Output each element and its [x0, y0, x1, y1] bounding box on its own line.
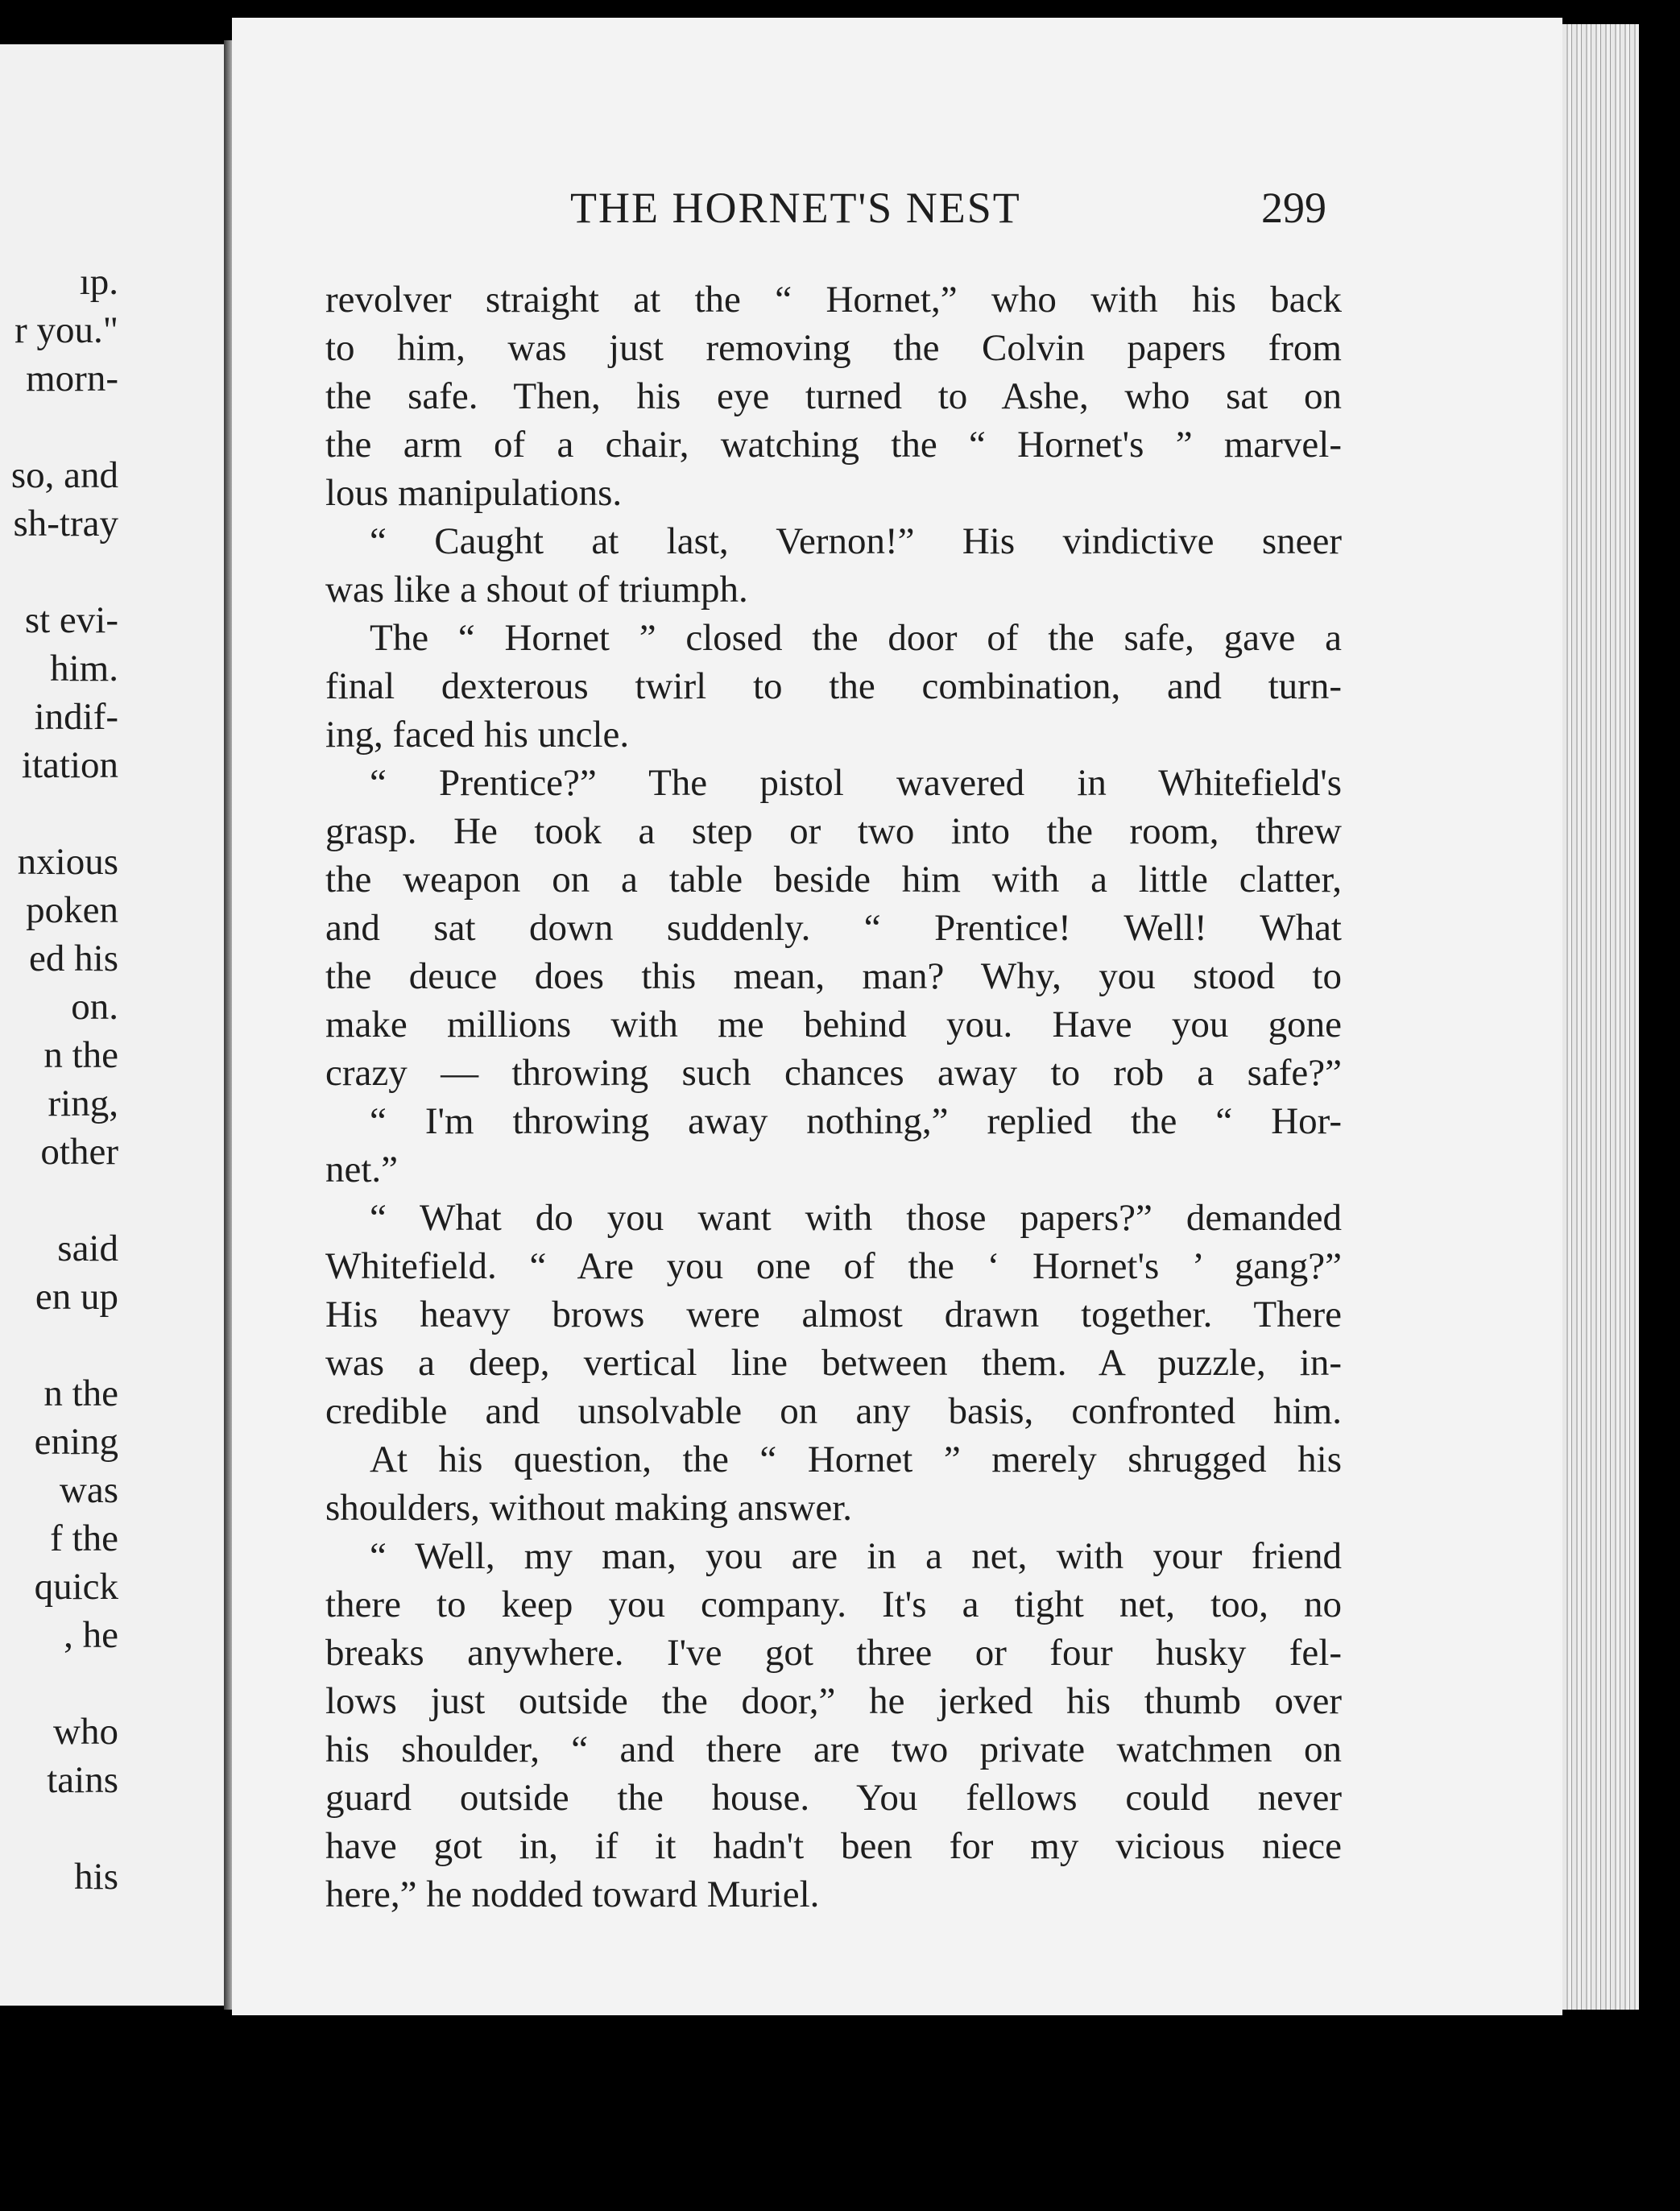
previous-page-line-fragment: so, and: [10, 454, 118, 496]
page-number: 299: [1261, 184, 1326, 232]
previous-page-line-fragment: his: [74, 1856, 118, 1898]
previous-page-line-fragment: en up: [35, 1276, 118, 1318]
text-line: the arm of a chair, watching the “ Hornet's ” marvel-: [325, 424, 1342, 466]
previous-page-line-fragment: said: [57, 1228, 118, 1269]
running-title: THE HORNET'S NEST: [570, 184, 1021, 232]
previous-page-line-fragment: who: [53, 1711, 118, 1753]
text-line: crazy — throwing such chances away to rob a safe?”: [325, 1052, 1342, 1094]
previous-page-line-fragment: on.: [71, 986, 118, 1028]
page-edges: [1562, 24, 1639, 2010]
text-line: was like a shout of triumph.: [325, 569, 748, 611]
previous-page-line-fragment: st evi-: [24, 599, 118, 641]
text-line: The “ Hornet ” closed the door of the safe, gave a: [370, 617, 1342, 659]
previous-page-line-fragment: morn-: [26, 358, 118, 400]
body-text: [325, 275, 1342, 1919]
text-line: revolver straight at the “ Hornet,” who with his back: [325, 279, 1342, 321]
text-line: His heavy brows were almost drawn together. There: [325, 1294, 1342, 1335]
text-line: guard outside the house. You fellows could never: [325, 1777, 1342, 1819]
previous-page-line-fragment: r you.": [14, 309, 118, 351]
text-line: and sat down suddenly. “ Prentice! Well! What: [325, 907, 1342, 949]
text-line: to him, was just removing the Colvin papers from: [325, 327, 1342, 369]
previous-page-line-fragment: indif-: [34, 696, 118, 738]
text-line: there to keep you company. It's a tight net, too, no: [325, 1584, 1342, 1625]
previous-page-line-fragment: tains: [47, 1759, 118, 1801]
previous-page-line-fragment: , he: [64, 1614, 118, 1656]
previous-page-line-fragment: sh-tray: [13, 503, 118, 544]
previous-page-line-fragment: other: [40, 1131, 118, 1173]
previous-page-line-fragment: him.: [50, 648, 118, 689]
page-header: [232, 183, 1562, 231]
text-line: here,” he nodded toward Muriel.: [325, 1874, 820, 1915]
previous-page-line-fragment: ıp.: [79, 261, 118, 303]
previous-page-line-fragment: poken: [26, 889, 118, 931]
text-line: “ What do you want with those papers?” demanded: [370, 1197, 1342, 1239]
text-line: the safe. Then, his eye turned to Ashe, who sat on: [325, 375, 1342, 417]
text-line: At his question, the “ Hornet ” merely shrugged his: [370, 1439, 1342, 1480]
text-line: “ I'm throwing away nothing,” replied the “ Hor-: [370, 1100, 1342, 1142]
text-line: lows just outside the door,” he jerked his thumb over: [325, 1680, 1342, 1722]
text-line: the deuce does this mean, man? Why, you stood to: [325, 955, 1342, 997]
previous-page-line-fragment: f the: [50, 1517, 118, 1559]
previous-page-line-fragment: n the: [43, 1373, 118, 1414]
previous-page-line-fragment: itation: [21, 744, 118, 786]
previous-page-line-fragment: ed his: [29, 938, 118, 979]
text-line: “ Prentice?” The pistol wavered in Whitefield's: [370, 762, 1342, 804]
previous-page-line-fragment: nxious: [17, 841, 118, 883]
text-line: lous manipulations.: [325, 472, 623, 514]
text-line: “ Well, my man, you are in a net, with your friend: [370, 1535, 1342, 1577]
text-line: shoulders, without making answer.: [325, 1487, 853, 1529]
text-line: final dexterous twirl to the combination, and turn-: [325, 665, 1342, 707]
text-line: ing, faced his uncle.: [325, 714, 630, 756]
previous-page-line-fragment: quick: [34, 1566, 118, 1608]
text-line: the weapon on a table beside him with a little clatter,: [325, 859, 1342, 901]
book-page: [232, 18, 1562, 2015]
text-line: breaks anywhere. I've got three or four husky fel-: [325, 1632, 1342, 1674]
text-line: was a deep, vertical line between them. A puzzle, in-: [325, 1342, 1342, 1384]
text-line: credible and unsolvable on any basis, confronted him.: [325, 1390, 1342, 1432]
previous-page-fragment: [0, 44, 232, 2006]
text-line: have got in, if it hadn't been for my vicious niece: [325, 1825, 1342, 1867]
previous-page-line-fragment: ring,: [48, 1083, 118, 1124]
previous-page-line-fragment: was: [59, 1469, 118, 1511]
text-line: make millions with me behind you. Have you gone: [325, 1004, 1342, 1045]
text-line: net.”: [325, 1149, 399, 1190]
text-line: his shoulder, “ and there are two private watchmen on: [325, 1729, 1342, 1770]
text-line: Whitefield. “ Are you one of the ‘ Hornet's ’ gang?”: [325, 1245, 1342, 1287]
previous-page-line-fragment: n the: [43, 1034, 118, 1076]
previous-page-line-fragment: ening: [34, 1421, 118, 1463]
text-line: grasp. He took a step or two into the room, threw: [325, 810, 1342, 852]
text-line: “ Caught at last, Vernon!” His vindictive sneer: [370, 520, 1342, 562]
